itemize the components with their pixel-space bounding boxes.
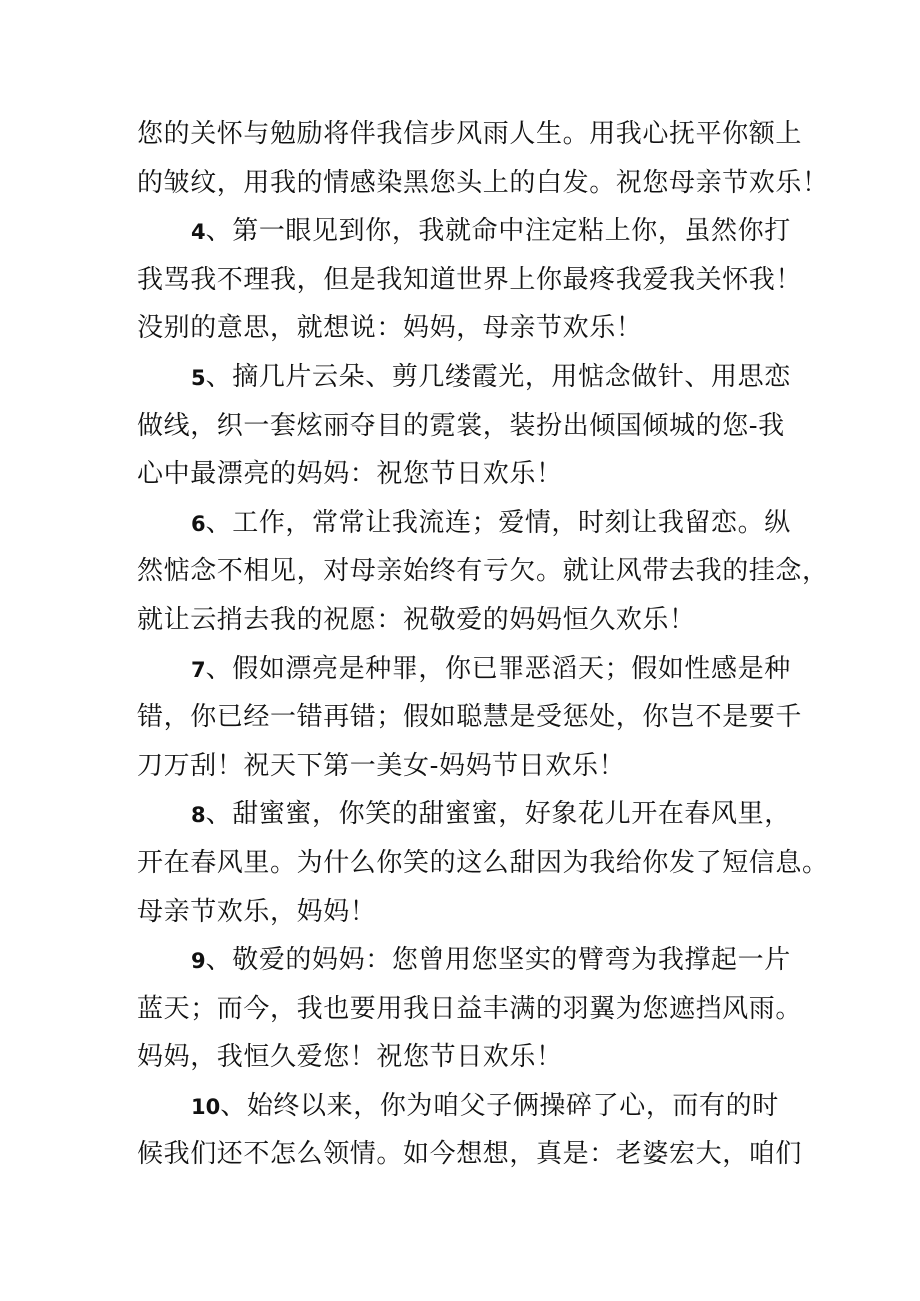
list-item-start xyxy=(137,499,791,548)
document-body xyxy=(137,110,829,1179)
text-line: 、敬爱的妈妈：您曾用您坚实的臂弯为我撑起一片 xyxy=(205,945,791,976)
text-line: 、甜蜜蜜，你笑的甜蜜蜜，好象花儿开在春风里， xyxy=(205,799,791,830)
text-line: 妈妈，我恒久爱您！祝您节日欢乐！ xyxy=(137,1042,563,1073)
item-number: 9 xyxy=(191,949,206,974)
list-item-start xyxy=(137,353,791,402)
text-line: 、摘几片云朵、剪几缕霞光，用惦念做针、用思恋 xyxy=(205,361,791,392)
text-line: 心中最漂亮的妈妈：祝您节日欢乐！ xyxy=(137,459,563,490)
text-line: 刀万刮！祝天下第一美女-妈妈节日欢乐！ xyxy=(137,750,626,781)
text-line: 的皱纹，用我的情感染黑您头上的白发。祝您母亲节欢乐！ xyxy=(137,167,829,198)
text-line: 开在春风里。为什么你笑的这么甜因为我给你发了短信息。 xyxy=(137,847,829,878)
text-line: 蓝天；而今，我也要用我日益丰满的羽翼为您遮挡风雨。 xyxy=(137,993,803,1024)
item-number: 8 xyxy=(191,803,206,828)
text-line: 做线，织一套炫丽夺目的霓裳，装扮出倾国倾城的您-我 xyxy=(137,410,785,441)
item-number: 10 xyxy=(191,1094,221,1119)
item-number: 7 xyxy=(191,657,206,682)
list-item-start xyxy=(137,936,791,985)
text-line: 然惦念不相见，对母亲始终有亏欠。就让风带去我的挂念， xyxy=(137,556,829,587)
text-line: 没别的意思，就想说：妈妈，母亲节欢乐！ xyxy=(137,313,643,344)
item-number: 6 xyxy=(191,511,206,536)
list-item-start xyxy=(137,645,791,694)
list-item-start xyxy=(137,1082,785,1131)
item-number: 4 xyxy=(191,220,206,245)
text-line: 候我们还不怎么领情。如今想想，真是：老婆宏大，咱们 xyxy=(137,1139,803,1170)
text-line: 、始终以来，你为咱父子俩操碎了心，而有的时 xyxy=(220,1090,779,1121)
text-line: 就让云捎去我的祝愿：祝敬爱的妈妈恒久欢乐！ xyxy=(137,604,696,635)
text-line: 、第一眼见到你，我就命中注定粘上你，虽然你打 xyxy=(205,216,791,247)
text-line: 我骂我不理我，但是我知道世界上你最疼我爱我关怀我！ xyxy=(137,264,803,295)
text-line: 母亲节欢乐，妈妈！ xyxy=(137,896,377,927)
text-line: 错，你已经一错再错；假如聪慧是受惩处，你岂不是要千 xyxy=(137,702,803,733)
text-line: 、假如漂亮是种罪，你已罪恶滔天；假如性感是种 xyxy=(205,653,791,684)
list-item-start xyxy=(137,207,791,256)
text-line: 、工作，常常让我流连；爱情，时刻让我留恋。纵 xyxy=(205,507,791,538)
text-line: 您的关怀与勉励将伴我信步风雨人生。用我心抚平你额上 xyxy=(137,119,803,149)
item-number: 5 xyxy=(191,365,206,390)
list-item-start xyxy=(137,790,791,839)
